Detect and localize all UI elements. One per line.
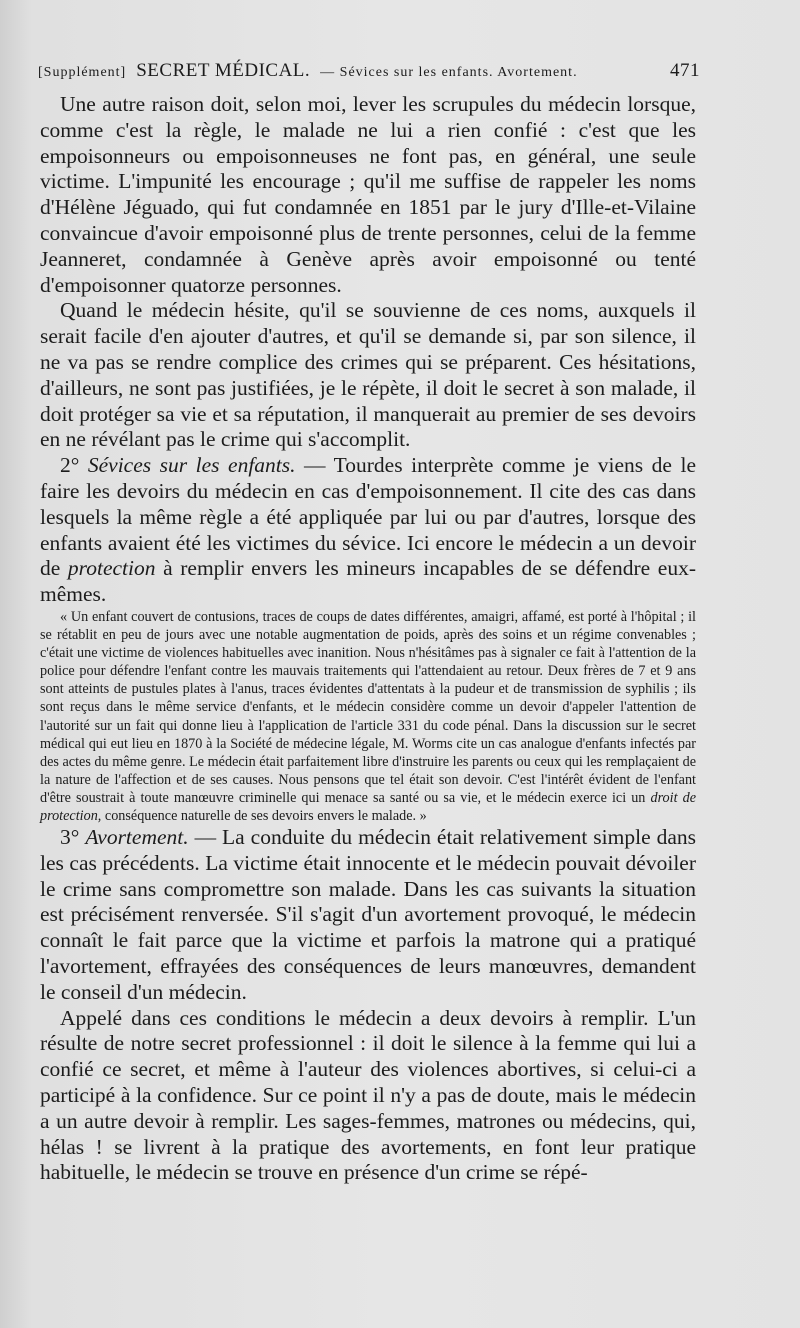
paragraph-1: Une autre raison doit, selon moi, lever les scrupules du médecin lorsque, comme c'est la règle, le malade ne lui a rien confié : c'est que les empoisonneurs ou empoisonneuses ne font pas, en général, une seule victime. L'impunité les encourage ; qu'il me suffise de rappeler les noms d'Hélène Jéguado, qui fut condamnée en 1851 par le jury d'Ille-et-Vilaine convaincue d'avoir empoisonné plus de trente personnes, celui de la femme Jeanneret, condamnée à Genève après avoir empoisonné ou tenté d'empoisonner quatorze personnes. xyxy=(40,92,696,297)
section-title-sevices: Sévices sur les enfants. xyxy=(87,453,296,478)
paragraph-3-text-b: à remplir envers les mineurs incapables de se défendre eux-mêmes. xyxy=(40,556,696,607)
running-header xyxy=(38,60,700,82)
section-number-2: 2° xyxy=(60,453,80,478)
quote-text-a: « Un enfant couvert de contusions, traces de coups de dates différentes, amaigri, affamé, est porté à l'hôpital ; il se rétablit en peu de jours avec une notable augmentation de poids, après des soins et un régime convenables ; c'était une victime de violences habituelles avec inanition. Nous n'hésitâmes pas à signaler ce fait à l'attention de la police pour défendre l'enfant contre les mauvais traitements qui l'attendaient au retour. Deux frères de 7 et 9 ans sont atteints de pustules plates à l'anus, traces évidentes d'attentats à la pudeur et de transmission de syphilis ; ils sont reçus dans le même service d'enfants, et le médecin considère comme un devoir d'appeler l'attention de l'autorité sur un fait qui donne lieu à l'application de l'article 331 du code pénal. Dans la discussion sur le secret médical qui eut lieu en 1870 à la Société de médecine légale, M. Worms cite un cas analogue d'enfants infectés par des actes du même genre. Le médecin était parfaitement libre d'instruire les parents ou ceux qui les remplaçaient de la nature de l'affection et de ses causes. Nous pensons que tel était son devoir. C'est l'intérêt évident de l'enfant d'être soustrait à toute manœuvre criminelle qui menace sa santé ou sa vie, et le médecin exerce ici un xyxy=(40,608,696,806)
paragraph-3 xyxy=(40,453,696,608)
header-section-label: [Supplément] xyxy=(38,65,127,80)
page-number: 471 xyxy=(670,60,700,81)
header-title: SECRET MÉDICAL. xyxy=(136,60,311,81)
header-subtitle: — Sévices sur les enfants. Avortement. xyxy=(320,65,578,80)
section-title-avortement: Avortement. xyxy=(85,825,189,850)
section-number-3: 3° xyxy=(60,825,80,850)
body-text xyxy=(40,92,696,1186)
quote-emphasis: droit de protection, xyxy=(40,789,696,824)
quote-text-b: conséquence naturelle de ses devoirs envers le malade. » xyxy=(101,807,427,824)
paragraph-4 xyxy=(40,825,696,1006)
paragraph-5: Appelé dans ces conditions le médecin a deux devoirs à remplir. L'un résulte de notre secret professionnel : il doit le silence à la femme qui lui a confié ce secret, et même à l'auteur des violences abortives, si celui-ci a participé à la confidence. Sur ce point il n'y a pas de doute, mais le médecin a un autre devoir à remplir. Les sages-femmes, matrones ou médecins, qui, hélas ! se livrent à la pratique des avortements, en font leur pratique habituelle, le médecin se trouve en présence d'un crime se répé- xyxy=(40,1005,696,1185)
quotation-block xyxy=(40,608,696,825)
emphasis-protection: protection xyxy=(67,556,156,581)
paragraph-4-text: — La conduite du médecin était relativement simple dans les cas précédents. La victime était innocente et le médecin pouvait dévoiler le crime sans compromettre son malade. Dans les cas suivants la situation est précisément renversée. S'il s'agit d'un avortement provoqué, le médecin connaît le fait parce que la victime et parfois la matrone qui a pratiqué l'avortement, effrayées des conséquences de leurs manœuvres, demandent le conseil d'un médecin. xyxy=(40,825,696,1004)
paragraph-3-text-a: — Tourdes interprète comme je viens de le faire les devoirs du médecin en cas d'empoisonnement. Il cite des cas dans lesquels la même règle a été appliquée par lui ou par d'autres, lorsque des enfants avaient été les victimes du sévice. Ici encore le médecin a un devoir de xyxy=(40,453,696,581)
paragraph-2: Quand le médecin hésite, qu'il se souvienne de ces noms, auxquels il serait facile d'en ajouter d'autres, et qu'il se demande si, par son silence, il ne va pas se rendre complice des crimes qui se préparent. Ces hésitations, d'ailleurs, ne sont pas justifiées, je le répète, il doit le secret à son malade, il doit protéger sa vie et sa réputation, il manquerait au premier de ses devoirs en ne révélant pas le crime qui s'accomplit. xyxy=(40,298,696,452)
header-left xyxy=(38,60,578,82)
